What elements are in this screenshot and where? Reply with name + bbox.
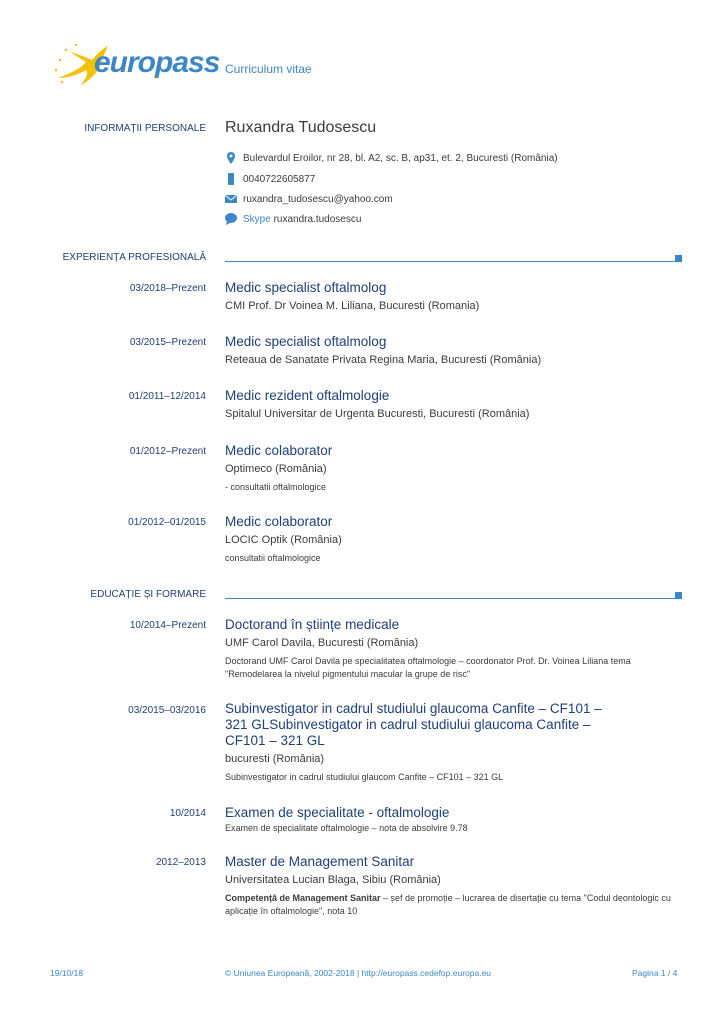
item-org: Spitalul Universitar de Urgenta Bucuresti, Bucuresti (România) xyxy=(225,408,530,420)
section-divider xyxy=(225,261,675,262)
person-name: Ruxandra Tudosescu xyxy=(225,119,377,136)
item-description: consultatii oftalmologice xyxy=(225,553,321,563)
footer-copyright[interactable]: © Uniunea Europeană, 2002-2018 | http://europass.cedefop.europa.eu xyxy=(225,968,492,978)
section-personal-label: INFORMAȚII PERSONALE xyxy=(84,123,206,134)
email-link[interactable]: ruxandra_tudosescu@yahoo.com xyxy=(243,193,393,205)
item-description-rest: – șef de promoție – lucrarea de disertație cu tema "Codul deontologic cu aplicație în oftalmologie", nota 10 xyxy=(225,893,671,916)
item-date: 01/2012–Prezent xyxy=(129,446,206,457)
item-description: Examen de specialitate oftalmologie – nota de absolvire 9.78 xyxy=(225,823,468,833)
item-description: - consultatii oftalmologice xyxy=(225,482,327,492)
footer-date: 19/10/18 xyxy=(50,968,84,978)
logo-text: europass xyxy=(94,46,220,79)
item-org: Reteaua de Sanatate Privata Regina Maria, Bucuresti (România) xyxy=(225,354,542,366)
item-description xyxy=(225,892,680,918)
item-date: 03/2015–Prezent xyxy=(129,337,206,348)
section-divider-square xyxy=(675,592,682,599)
phone-text: 0040722605877 xyxy=(243,173,316,185)
item-date: 01/2012–01/2015 xyxy=(128,517,206,528)
item-org: Universitatea Lucian Blaga, Sibiu (România) xyxy=(225,874,441,886)
section-experience-label: EXPERIENȚA PROFESIONALĂ xyxy=(62,252,206,263)
item-description: Subinvestigator in cadrul studiului glaucom Canfite – CF101 – 321 GL xyxy=(225,772,504,782)
item-title: Master de Management Sanitar xyxy=(225,854,415,869)
item-org: LOCIC Optik (România) xyxy=(225,534,342,546)
section-divider xyxy=(225,598,675,599)
item-title: Examen de specialitate - oftalmologie xyxy=(225,805,450,820)
mobile-phone-icon xyxy=(225,173,237,185)
item-date: 01/2011–12/2014 xyxy=(128,391,206,402)
email-envelope-icon xyxy=(225,193,237,205)
item-description-bold: Competență de Management Sanitar xyxy=(225,893,381,903)
item-description: Doctorand UMF Carol Davila pe specialitatea oftalmologie – coordonator Prof. Dr. Voinea Liliana tema "Remodelarea la nivelul pigmentului macular la grupe de risc" xyxy=(225,656,631,679)
item-date: 10/2014–Prezent xyxy=(129,620,206,631)
item-title: Medic specialist oftalmolog xyxy=(225,280,387,295)
item-date: 03/2018–Prezent xyxy=(129,283,206,294)
address-text: Bulevardul Eroilor, nr 28, bl. A2, sc. B, ap31, et. 2, Bucuresti (România) xyxy=(243,152,558,164)
email-row xyxy=(225,193,393,205)
item-title: Medic rezident oftalmologie xyxy=(225,388,390,403)
chat-bubble-icon xyxy=(225,213,237,225)
item-title: Medic specialist oftalmolog xyxy=(225,334,387,349)
item-date: 10/2014 xyxy=(169,808,206,819)
document-title: Curriculum vitae xyxy=(225,62,312,76)
phone-row xyxy=(225,173,315,185)
section-divider-square xyxy=(675,255,682,262)
item-date: 2012–2013 xyxy=(155,857,206,868)
location-pin-icon xyxy=(225,152,237,164)
europass-logo xyxy=(50,40,220,90)
item-org: UMF Carol Davila, Bucuresti (România) xyxy=(225,637,419,649)
skype-row xyxy=(225,213,361,225)
section-education-label: EDUCAȚIE ȘI FORMARE xyxy=(90,589,206,600)
footer-page-number: Pagina 1 / 4 xyxy=(632,968,678,978)
address-row xyxy=(225,152,558,164)
item-title: Doctorand în științe medicale xyxy=(225,617,400,632)
item-date: 03/2015–03/2016 xyxy=(128,705,206,716)
item-title: Medic colaborator xyxy=(225,443,333,458)
item-title: Subinvestigator in cadrul studiului glaucoma Canfite – CF101 – 321 GLSubinvestigator in cadrul studiului glaucoma Canfite – CF101 – 321 GL xyxy=(225,701,602,748)
item-org: bucuresti (România) xyxy=(225,753,325,765)
item-org: Optimeco (România) xyxy=(225,463,327,475)
item-org: CMI Prof. Dr Voinea M. Liliana, Bucuresti (Romania) xyxy=(225,300,480,312)
skype-id: ruxandra.tudosescu xyxy=(273,213,362,225)
skype-label: Skype xyxy=(243,213,271,225)
item-title: Medic colaborator xyxy=(225,514,333,529)
